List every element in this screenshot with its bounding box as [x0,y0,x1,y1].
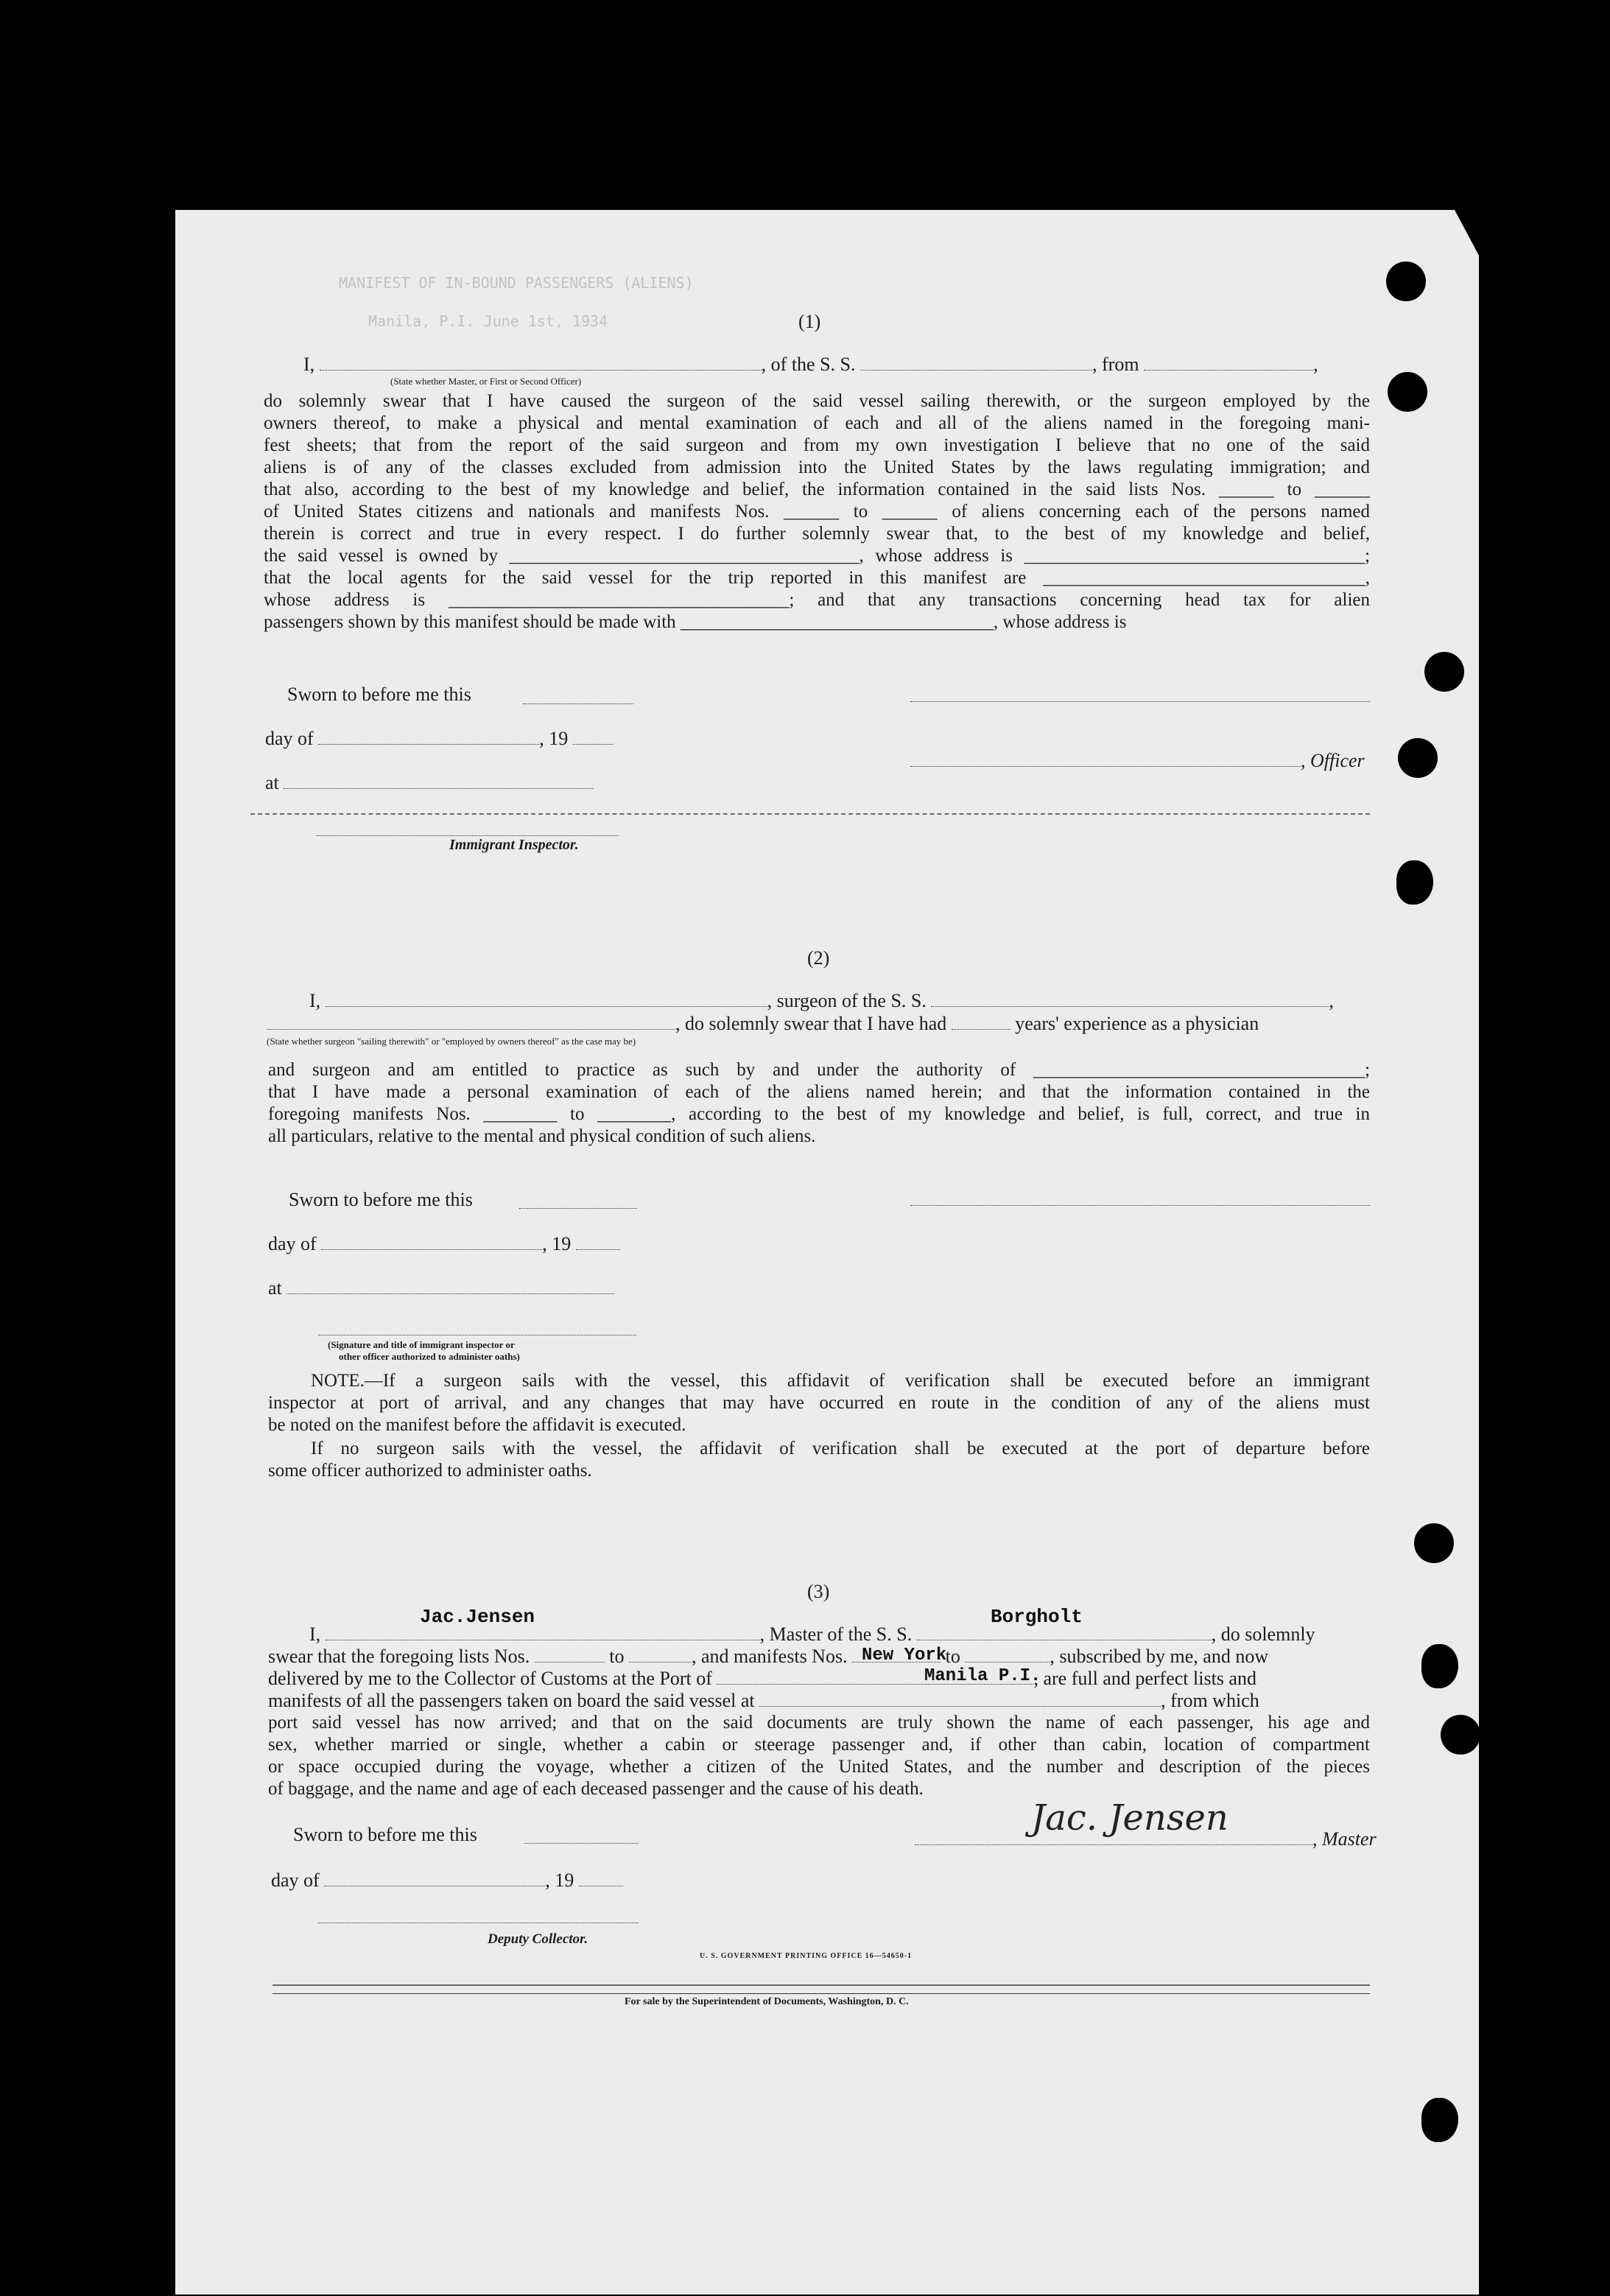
bleed-through-title: MANIFEST OF IN-BOUND PASSENGERS (ALIENS) [339,274,694,292]
section-2-sworn-line [519,1208,637,1209]
section-2-note: NOTE.—If a surgeon sails with the vessel, this affidavit of verification shall be executed before an immigrant inspector at port of arrival, and any changes that may have occurred en route in the condition of any of the aliens must be noted on the manifest before the affidavit is executed. [268,1371,1370,1435]
section-2-line-1: I, , surgeon of the S. S. , [309,990,1334,1011]
section-2-number: (2) [807,947,830,969]
section-2-oath-text: and surgeon and am entitled to practice as such by and under the authority of ____________________________________; that I have made a personal examination of each of the aliens named herein; and that the information contained in the foregoing manifests Nos. ________ to ________, according to the best of my knowledge and belief, is full, correct, and true in all particulars, relative to the mental and physical condition of such aliens. [268,1060,1370,1146]
section-2-day-of: day of , 19 [268,1233,620,1255]
punch-hole [1388,372,1427,412]
section-3-sworn-label: Sworn to before me this [293,1824,477,1845]
section-1-inspector-label: Immigrant Inspector. [449,837,579,853]
section-1-day-of: day of , 19 [265,728,614,750]
punch-hole [1398,738,1438,778]
section-3-day-of: day of , 19 [271,1870,623,1892]
section-3-number: (3) [807,1581,830,1602]
section-3-master: , Master [915,1828,1377,1850]
section-1-officer: , Officer [910,750,1365,772]
master-signature: Jac. Jensen [1031,1797,1228,1839]
section-2-sig-hint-2: other officer authorized to administer oaths) [339,1351,520,1362]
port-departure-typed: Manila P.I. [924,1666,1041,1686]
section-1-sworn-label: Sworn to before me this [287,684,471,705]
section-2-line-2: , do solemnly swear that I have had years' experience as a physician [267,1013,1259,1035]
section-3-line-3: delivered by me to the Collector of Customs at the Port of , are full and perfect lists and [268,1668,1256,1689]
section-1-sworn-line [523,703,633,704]
section-1-inspector-line [317,835,619,836]
section-2-sig-hint-1: (Signature and title of immigrant inspector or [328,1339,515,1350]
footer-divider [273,1984,1370,1986]
footer-sale-note: For sale by the Superintendent of Documents, Washington, D. C. [625,1996,909,2007]
section-2-signature-line [910,1205,1370,1206]
punch-hole [1424,652,1464,692]
section-3-line-1: I, , Master of the S. S. , do solemnly [309,1623,1315,1645]
footer-divider-2 [273,1993,1370,1994]
punch-hole [1386,261,1426,301]
section-2-surgeon-hint: (State whether surgeon "sailing therewith" or "employed by owners thereof" as the case may be) [267,1036,636,1047]
section-1-oath-text: do solemnly swear that I have caused the surgeon of the said vessel sailing therewith, or the surgeon employed by the owners thereof, to make a physical and mental examination of each and all of the aliens named in the foregoing mani- fest sheets; that from the report of the said surgeon and from my own investigation I believe that no one of the said aliens is of any of the classes excluded from admission into the United States by the laws regulating immigration; and that also, according to the best of my knowledge and belief, the information contained in the said lists Nos. ______ to ______ of United States citizens and nationals and manifests Nos. ______ to ______ of aliens concerning each of the persons named therein is correct and true in every respect. I do further solemnly swear that, to the best of my knowledge and belief, the said vessel is owned by ______________________________________, whose address is _____________________________________; that the local agents for the said vessel for the trip reported in this manifest are ___________________________________, whose address is _____________________________________; and that any transactions concerning head tax for alien passengers shown by this manifest should be made with __________________________________, whose address is [264,391,1370,632]
section-1-divider [250,813,1370,815]
page-folded-corner [1455,210,1490,276]
section-2-sworn-label: Sworn to before me this [289,1189,473,1210]
section-1-officer-hint: (State whether Master, or First or Second Officer) [390,376,582,387]
section-2-note-2: If no surgeon sails with the vessel, the affidavit of verification shall be executed at the port of departure before some officer authorized to administer oaths. [268,1439,1370,1481]
section-3-line-4: manifests of all the passengers taken on board the said vessel at , from which [268,1690,1259,1711]
ship-name-typed: Borgholt [991,1606,1083,1628]
punch-hole [1414,1523,1454,1563]
section-3-oath-text: port said vessel has now arrived; and that on the said documents are truly shown the name of each passenger, his age and sex, whether married or single, whether a cabin or steerage passenger and, if other than cabin, location of compartment or space occupied during the voyage, whether a citizen of the United States, and the number and description of the pieces of baggage, and the name and age of each deceased passenger and the cause of his death. [268,1713,1370,1799]
section-3-deputy-label: Deputy Collector. [488,1931,588,1947]
section-1-officer-signature-line [910,701,1370,702]
section-1-at: at [265,772,593,794]
punch-hole [1441,1715,1480,1755]
section-3-line-2: swear that the foregoing lists Nos. to , and manifests Nos. to , subscribed by me, and now [268,1646,1269,1667]
section-3-sworn-line [524,1843,639,1844]
bleed-through-date: Manila, P.I. June 1st, 1934 [368,312,608,330]
section-1-line-1: I, , of the S. S. , from , [303,354,1318,375]
master-name-typed: Jac.Jensen [420,1606,535,1628]
section-1-number: (1) [798,311,821,332]
printing-office-imprint: U. S. GOVERNMENT PRINTING OFFICE 16—54650-1 [700,1952,913,1960]
section-2-at: at [268,1277,614,1299]
port-arrival-typed: New York [862,1646,947,1665]
